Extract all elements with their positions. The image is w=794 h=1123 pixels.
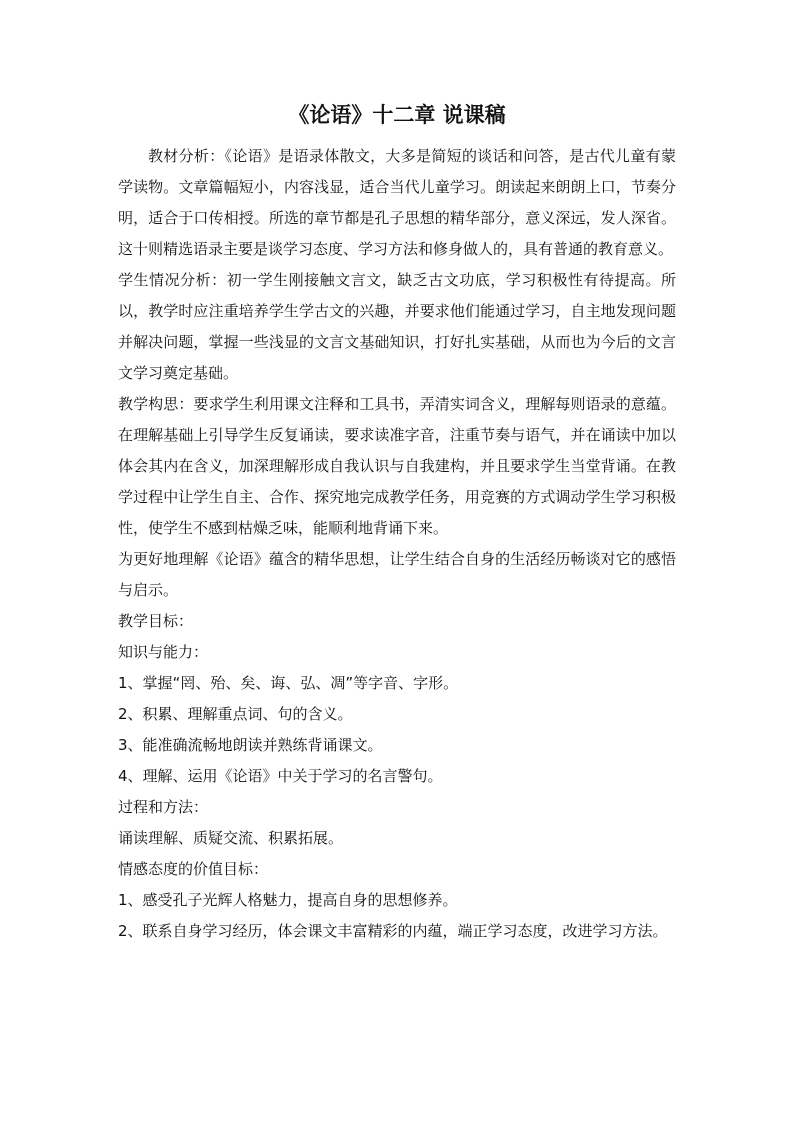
list-item-goal-2: 2、积累、理解重点词、句的含义。	[118, 705, 353, 723]
paragraph-textbook-analysis: 教材分析：《论语》是语录体散文，大多是简短的谈话和问答，是古代儿童有蒙学读物。文章篇幅短小，内容浅显，适合当代儿童学习。朗读起来朗朗上口，节奏分明，适合于口传相授。所选的章节都是孔子思想的精华部分，意义深远，发人深省。这十则精选语录主要是谈学习态度、学习方法和修身做人的，具有普通的教育意义。	[118, 147, 676, 258]
paragraph-student-analysis: 学生情况分析：初一学生刚接触文言文，缺乏古文功底，学习积极性有待提高。所以，教学时应注重培养学生学古文的兴趣，并要求他们能通过学习，自主地发现问题并解决问题，掌握一些浅显的文言文基础知识，打好扎实基础，从而也为今后的文言文学习奠定基础。	[118, 271, 676, 382]
list-item-emotion-2: 2、联系自身学习经历，体会课文丰富精彩的内蕴，端正学习态度，改进学习方法。	[118, 922, 668, 940]
heading-teaching-goals: 教学目标：	[118, 612, 194, 630]
paragraph-teaching-design: 教学构思：要求学生利用课文注释和工具书，弄清实词含义，理解每则语录的意蕴。在理解基础上引导学生反复诵读，要求读准字音，注重节奏与语气，并在诵读中加以体会其内在含义，加深理解形成自我认识与自我建构，并且要求学生当堂背诵。在教学过程中让学生自主、合作、探究地完成教学任务，用竞赛的方式调动学生学习积极性，使学生不感到枯燥乏味，能顺利地背诵下来。	[118, 395, 676, 537]
heading-process-method: 过程和方法：	[118, 798, 209, 816]
document-body	[118, 141, 676, 947]
list-item-emotion-1: 1、感受孔子光辉人格魅力，提高自身的思想修养。	[118, 891, 458, 909]
paragraph-process-method: 诵读理解、质疑交流、积累拓展。	[118, 829, 344, 847]
paragraph-understanding: 为更好地理解《论语》蕴含的精华思想，让学生结合自身的生活经历畅谈对它的感悟与启示。	[118, 550, 676, 599]
heading-emotional-goals: 情感态度的价值目标：	[118, 860, 269, 878]
list-item-goal-4: 4、理解、运用《论语》中关于学习的名言警句。	[118, 767, 443, 785]
page-title: 《论语》十二章 说课稿	[288, 102, 506, 127]
list-item-goal-1: 1、掌握“罔、殆、矣、诲、弘、凋”等字音、字形。	[118, 674, 459, 692]
list-item-goal-3: 3、能准确流畅地朗读并熟练背诵课文。	[118, 736, 383, 754]
heading-knowledge-ability: 知识与能力：	[118, 643, 209, 661]
